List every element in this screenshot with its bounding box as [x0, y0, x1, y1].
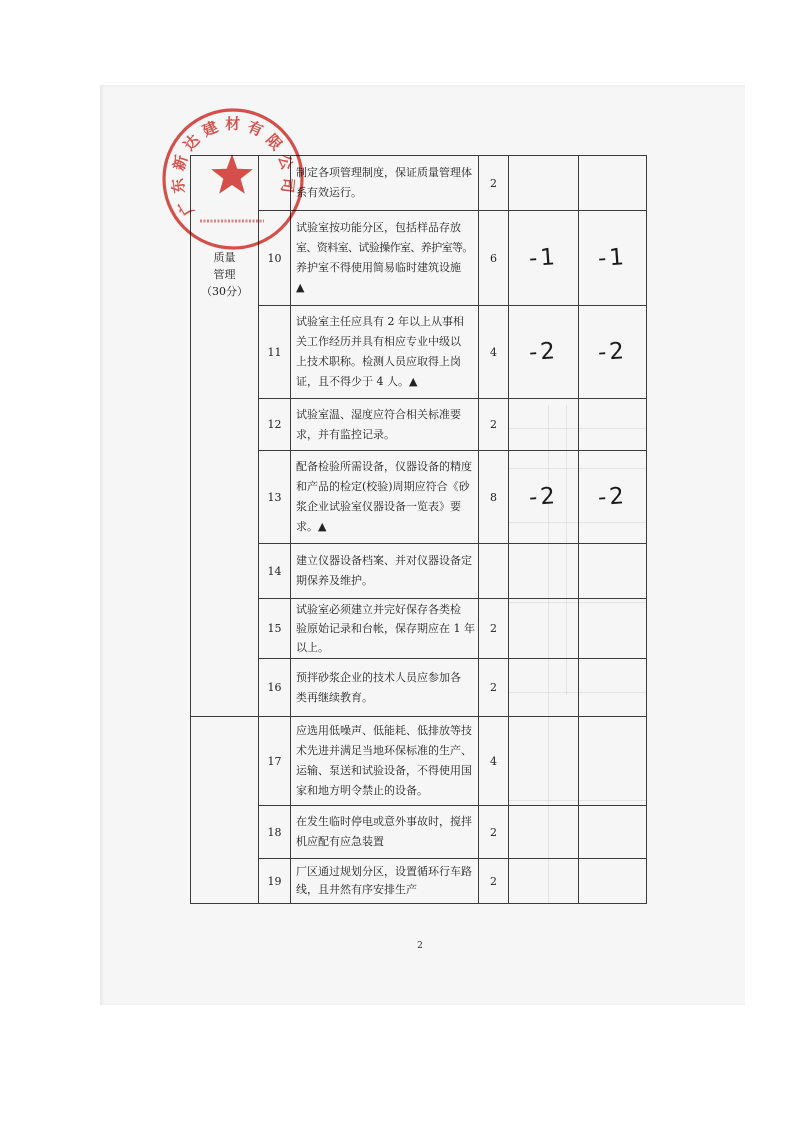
requirement-line: 室、资料室、试验操作室、养护室等。	[296, 241, 473, 254]
assessment-table	[190, 155, 647, 904]
row-number: 11	[259, 306, 291, 399]
requirement-line: 制定各项管理制度，保证质量管理体	[296, 166, 472, 179]
score-value: 2	[479, 806, 509, 859]
seal-lettering-path: 广东新达建材有限公司	[168, 114, 298, 219]
requirement-text	[291, 859, 479, 904]
requirement-line: 家和地方明令禁止的设备。	[296, 784, 428, 797]
requirement-line: 类再继续教育。	[296, 690, 373, 704]
requirement-line: 机应配有应急装置	[296, 835, 384, 848]
requirement-line: 试验室温、湿度应符合相关标准要	[296, 407, 461, 421]
requirement-line: 系有效运行。	[296, 186, 362, 199]
requirement-line: 关工作经历并具有相应专业中级以	[296, 335, 461, 348]
category-cell-next	[191, 717, 259, 904]
deduction-cell-2	[579, 806, 647, 859]
requirement-line: 术先进并满足当地环保标准的生产、	[296, 744, 472, 757]
category-label-line: 管理	[213, 268, 236, 281]
requirement-line: 应选用低噪声、低能耗、低排放等技	[296, 724, 472, 737]
handwritten-deduction: -1	[597, 244, 628, 272]
score-value: 8	[479, 451, 509, 544]
requirement-text	[291, 544, 479, 599]
row-number: 15	[259, 599, 291, 659]
deduction-cell-1	[509, 306, 579, 399]
handwritten-deduction: -2	[528, 483, 559, 511]
deduction-cell-1	[509, 211, 579, 306]
requirement-line: 试验室主任应具有 2 年以上从事相	[296, 315, 464, 328]
deduction-cell-2	[579, 544, 647, 599]
requirement-text	[291, 211, 479, 306]
requirement-line: 线，且井然有序安排生产	[296, 883, 417, 896]
row-number: 13	[259, 451, 291, 544]
page-number: 2	[417, 941, 423, 951]
requirement-line: 配备检验所需设备，仪器设备的精度	[296, 460, 472, 473]
requirement-line: 证，且不得少于 4 人。▲	[296, 375, 418, 388]
deduction-cell-2	[579, 399, 647, 451]
deduction-cell-2	[579, 717, 647, 806]
requirement-line: ▲	[296, 281, 305, 294]
requirement-line: 运输、泵送和试验设备，不得使用国	[296, 764, 472, 777]
score-value: 6	[479, 211, 509, 306]
handwritten-deduction: -1	[528, 244, 559, 272]
score-value: 2	[479, 156, 509, 211]
deduction-cell-1	[509, 451, 579, 544]
deduction-cell-1	[509, 806, 579, 859]
score-value: 4	[479, 717, 509, 806]
deduction-cell-1	[509, 717, 579, 806]
deduction-cell-1	[509, 859, 579, 904]
category-label-line: （30分）	[201, 285, 248, 298]
requirement-text	[291, 806, 479, 859]
score-value	[479, 544, 509, 599]
deduction-cell-1	[509, 599, 579, 659]
handwritten-deduction: -2	[528, 338, 559, 366]
requirement-line: 养护室不得使用简易临时建筑设施	[296, 261, 461, 274]
deduction-cell-1	[509, 399, 579, 451]
requirement-line: 求，并有监控记录。	[296, 427, 395, 441]
seal-star-icon	[211, 154, 253, 194]
score-value: 2	[479, 859, 509, 904]
row-number: 18	[259, 806, 291, 859]
requirement-text	[291, 659, 479, 717]
deduction-cell-2	[579, 211, 647, 306]
deduction-cell-1	[509, 156, 579, 211]
deduction-cell-1	[509, 544, 579, 599]
requirement-text	[291, 306, 479, 399]
handwritten-deduction: -2	[597, 338, 628, 366]
deduction-cell-2	[579, 156, 647, 211]
requirement-line: 期保养及维护。	[296, 574, 373, 587]
category-label-line: 质量	[213, 251, 236, 264]
requirement-line: 在发生临时停电或意外事故时，搅拌	[296, 815, 472, 828]
requirement-line: 试验室按功能分区，包括样品存放	[296, 221, 461, 234]
row-number: 10	[259, 211, 291, 306]
requirement-text	[291, 399, 479, 451]
requirement-text	[291, 156, 479, 211]
deduction-cell-1	[509, 659, 579, 717]
requirement-line: 厂区通过规划分区，设置循环行车路	[296, 865, 472, 878]
requirement-line: 浆企业试验室仪器设备一览表》要	[296, 500, 461, 513]
row-number: 16	[259, 659, 291, 717]
deduction-cell-2	[579, 306, 647, 399]
row-number: 19	[259, 859, 291, 904]
requirement-line: 建立仪器设备档案、并对仪器设备定	[296, 554, 472, 567]
row-number: 14	[259, 544, 291, 599]
requirement-line: 预拌砂浆企业的技术人员应参加各	[296, 670, 461, 684]
requirement-line: 以上。	[296, 641, 329, 654]
deduction-cell-2	[579, 599, 647, 659]
deduction-cell-2	[579, 859, 647, 904]
row-number: 12	[259, 399, 291, 451]
handwritten-deduction: -2	[597, 483, 628, 511]
deduction-cell-2	[579, 451, 647, 544]
row-number: 17	[259, 717, 291, 806]
score-value: 2	[479, 399, 509, 451]
requirement-line: 验原始记录和台帐，保存期应在 1 年	[296, 622, 475, 635]
score-value: 4	[479, 306, 509, 399]
score-value: 2	[479, 599, 509, 659]
score-value: 2	[479, 659, 509, 717]
requirement-line: 和产品的检定(校验)周期应符合《砂	[296, 480, 470, 493]
deduction-cell-2	[579, 659, 647, 717]
requirement-text	[291, 599, 479, 659]
company-seal	[158, 104, 308, 254]
requirement-line: 上技术职称。检测人员应取得上岗	[296, 355, 461, 368]
requirement-line: 求。▲	[296, 520, 327, 533]
requirement-line: 试验室必须建立并完好保存各类检	[296, 603, 461, 616]
requirement-text	[291, 717, 479, 806]
requirement-text	[291, 451, 479, 544]
